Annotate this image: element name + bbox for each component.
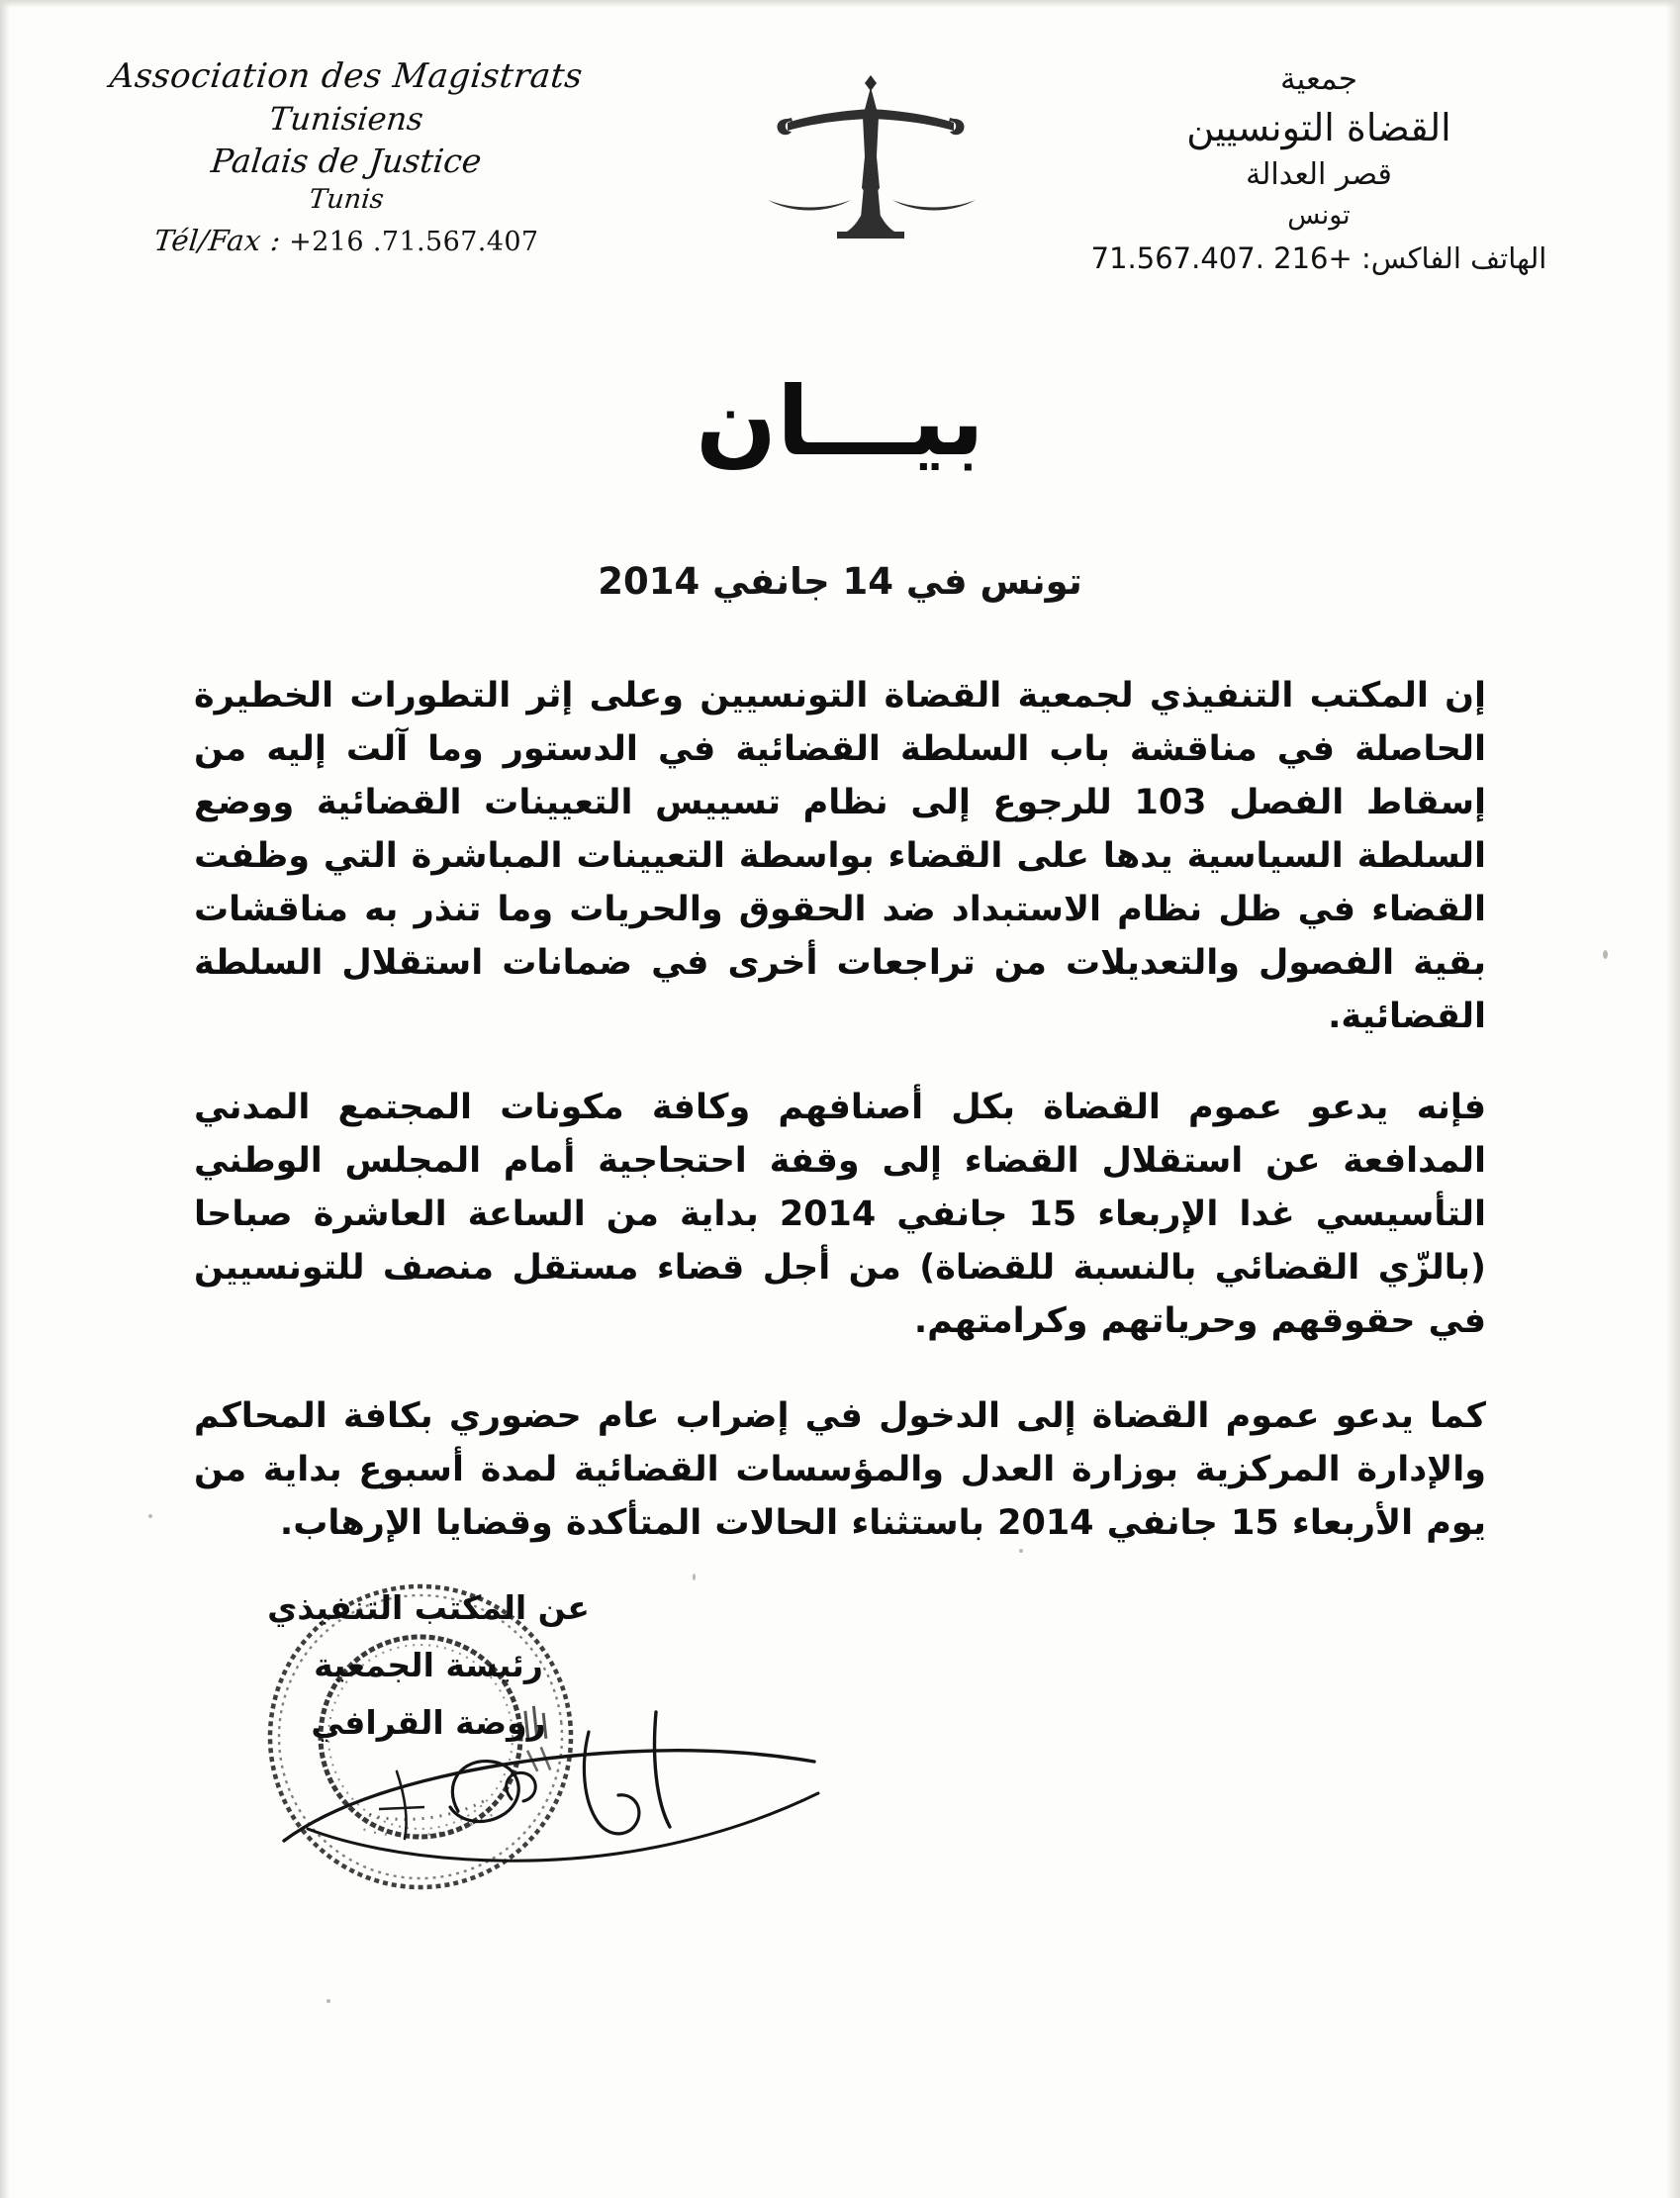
french-city-line: Tunis xyxy=(307,184,386,216)
arabic-org-line-1: جمعية xyxy=(1279,61,1357,97)
french-org-line-2: Tunisiens xyxy=(267,100,425,139)
document-date-line: تونس في 14 جانفي 2014 xyxy=(598,560,1082,603)
signature-authority-line: عن المكتب التنفيذي xyxy=(267,1588,590,1627)
arabic-contact-line: الهاتف الفاكس: +216 .71.567.407 xyxy=(1090,241,1547,276)
scan-speck xyxy=(148,1514,152,1518)
letterhead xyxy=(0,0,1680,327)
body-paragraph-2: فإنه يدعو عموم القضاة بكل أصنافهم وكافة مكونات المجتمع المدني المدافعة عن استقلال القضاء إلى وقفة احتجاجية أمام المجلس الوطني التأسيسي غدا الإربعاء 15 جانفي 2014 بداية من الساعة العاشرة صباحا (بالزّي القضائي بالنسبة للقضاة) من أجل قضاء مستقل منصف للتونسيين في حقوقهم وحرياتهم وكرامتهم. xyxy=(194,1088,1487,1341)
arabic-org-line-2: القضاة التونسيين xyxy=(1186,105,1451,149)
scan-speck xyxy=(327,1999,330,2003)
letterhead-french-block xyxy=(69,57,623,257)
arabic-address-line: قصر العدالة xyxy=(1246,157,1392,193)
french-contact-line xyxy=(69,224,623,257)
body-paragraph-1: إن المكتب التنفيذي لجمعية القضاة التونسيين وعلى إثر التطورات الخطيرة الحاصلة في مناقشة باب السلطة القضائية في الدستور وما آلت إليه من إسقاط الفصل 103 للرجوع إلى نظام تسييس التعيينات القضائية ووضع السلطة السياسية يدها على القضاء بواسطة التعيينات المباشرة التي وظفت القضاء في ظل نظام الاستبداد ضد الحقوق والحريات وما تنذر به مناقشات بقية الفصول والتعديلات من تراجعات أخرى في ضمانات استقلال السلطة القضائية. xyxy=(194,676,1486,1036)
letterhead-arabic-block xyxy=(1042,59,1596,278)
scales-of-justice-icon xyxy=(752,61,989,249)
document-body xyxy=(194,669,1486,1587)
signature-role-line: رئيسة الجمعية xyxy=(314,1646,543,1684)
document-title: بيـــان xyxy=(696,366,984,477)
signature-name-line: روضة القرافي xyxy=(311,1703,546,1742)
scan-edge-shadow-right xyxy=(1666,0,1680,2198)
french-contact-value: +216 .71.567.407 xyxy=(289,227,539,258)
french-org-line-1: Association des Magistrats xyxy=(108,56,585,96)
french-contact-label: Tél/Fax : xyxy=(151,224,282,258)
french-address-line: Palais de Justice xyxy=(209,142,484,181)
scan-edge-shadow-left xyxy=(0,0,10,2198)
scan-speck xyxy=(1603,950,1608,959)
signature-block xyxy=(265,1579,592,1752)
body-paragraph-3: كما يدعو عموم القضاة إلى الدخول في إضراب عام حضوري بكافة المحاكم والإدارة المركزية بوزارة العدل والمؤسسات القضائية لمدة أسبوع بداية من يوم الأربعاء 15 جانفي 2014 باستثناء الحالات المتأكدة وقضايا الإرهاب. xyxy=(194,1396,1486,1543)
arabic-city-line: تونس xyxy=(1287,199,1351,231)
